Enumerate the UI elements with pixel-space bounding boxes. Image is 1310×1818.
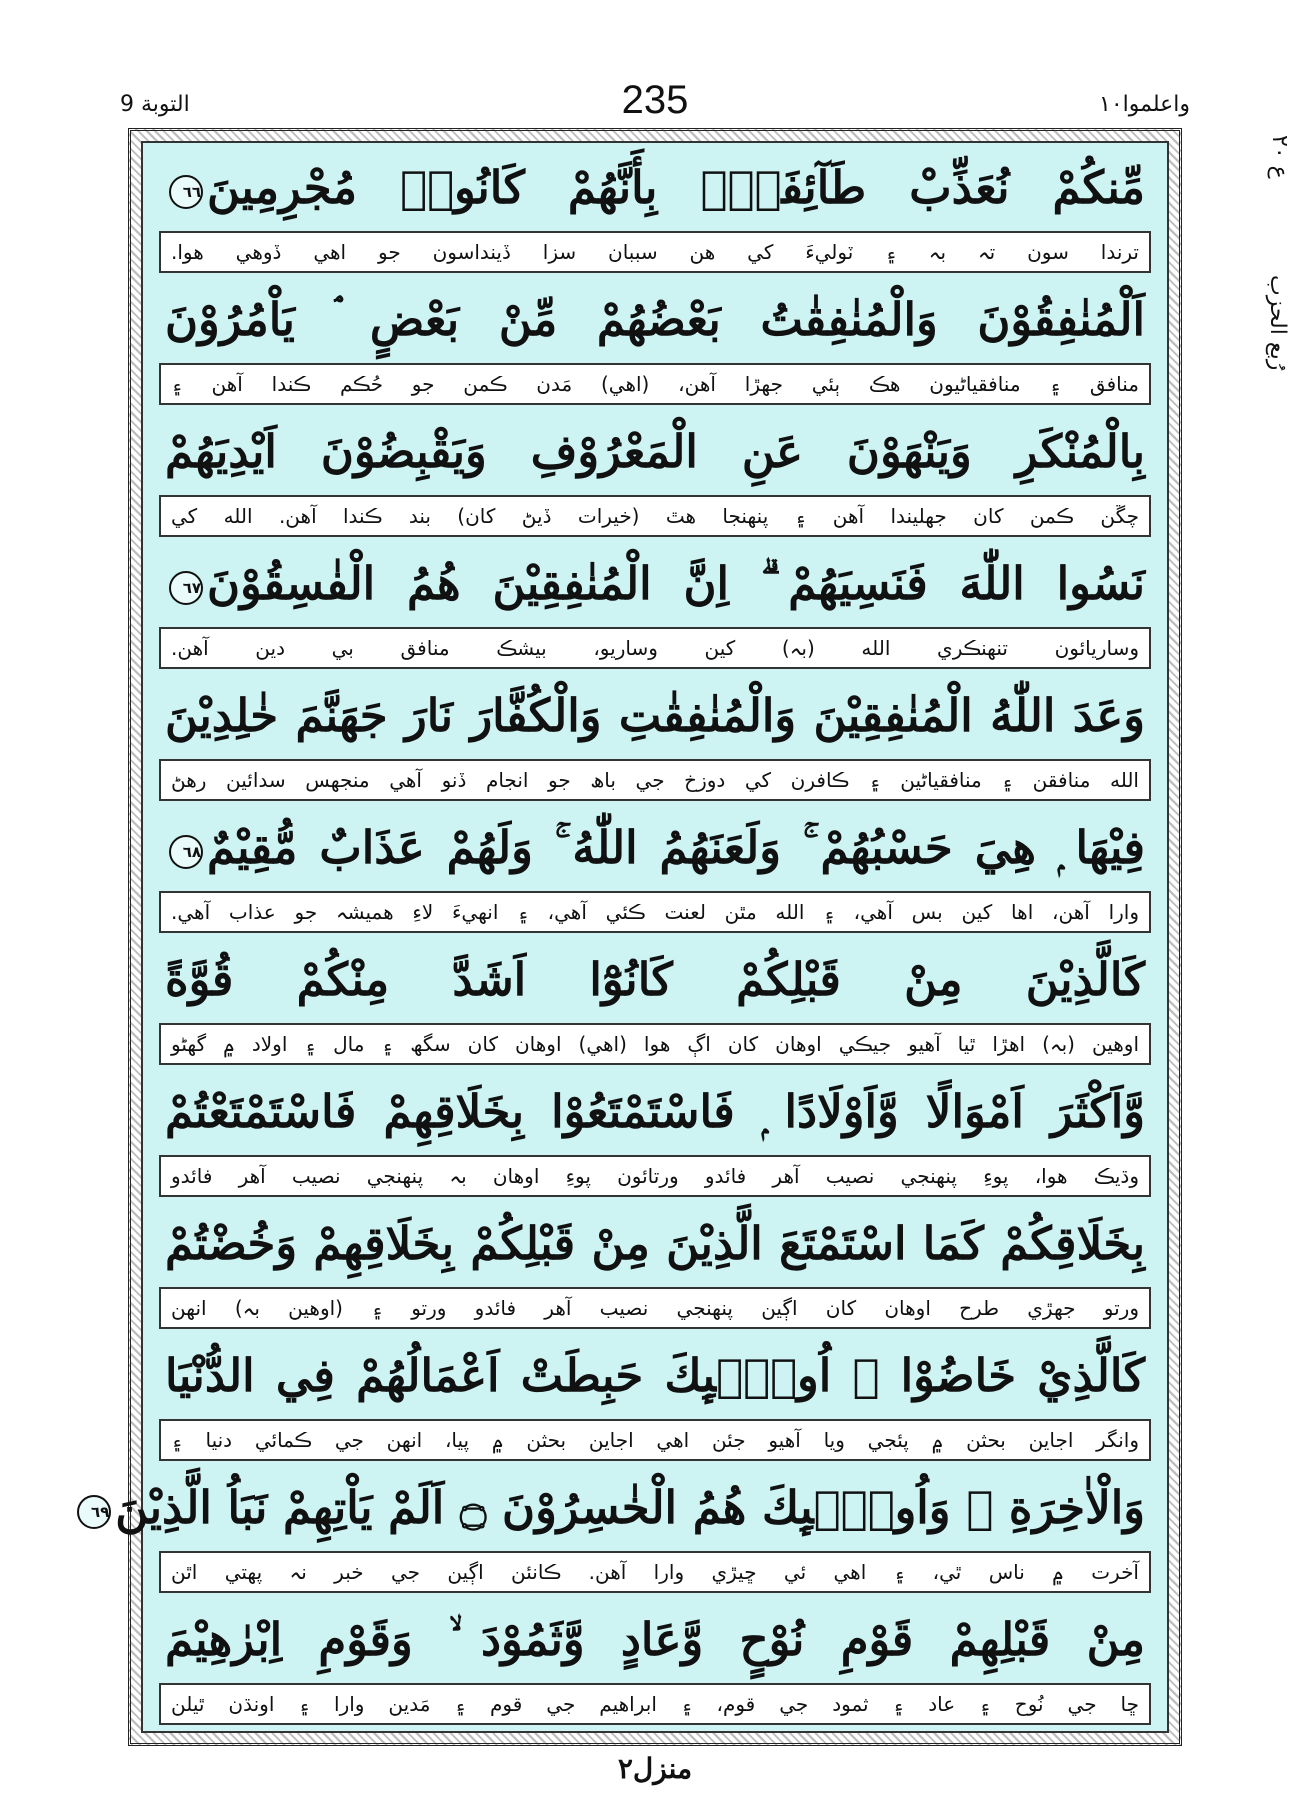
arabic-line [153,1601,1157,1679]
ayah-number-marker: ٦٧ [169,571,203,605]
sindhi-translation-line: منافق ۽ منافقياڻيون ھڪ ٻئي جھڙا آھن، (اھي) مَدن ڪمن جو حُڪم ڪندا آھن ۽ [159,363,1151,405]
page-frame [90,128,1182,1746]
ayah-number-marker: ٦٨ [169,835,203,869]
verse-block [153,413,1157,537]
verse-block [153,149,1157,273]
text-panel [90,141,1169,1733]
juz-name: واعلموا١٠ [1099,92,1190,117]
arabic-text: بِخَلَاقِكُمْ كَمَا اسْتَمْتَعَ الَّذِيْنَ مِنْ قَبْلِكُمْ بِخَلَاقِهِمْ وَخُضْتُمْ [165,1217,1145,1270]
verse-block [153,1337,1157,1461]
page-header [120,78,1190,130]
arabic-text: بِالْمُنْكَرِ وَيَنْهَوْنَ عَنِ الْمَعْرُوْفِ وَيَقْبِضُوْنَ اَيْدِيَهُمْ [165,425,1145,478]
arabic-text: كَالَّذِيْنَ مِنْ قَبْلِكُمْ كَانُوْٓا اَشَدَّ مِنْكُمْ قُوَّةً [165,953,1145,1006]
sindhi-translation-line: وساريائون تنھنڪري الله (بہ) کين وساريو، بيشڪ منافق بي دين آھن. [159,627,1151,669]
arabic-text: وَّاَكْثَرَ اَمْوَالًا وَّاَوْلَادًا ۭ فَاسْتَمْتَعُوْا بِخَلَاقِهِمْ فَاسْتَمْتَعْتُمْ [165,1085,1145,1138]
sindhi-translation-line: چڱن ڪمن کان جھليندا آھن ۽ پنھنجا ھٿ (خيرات ڏيڻ کان) بند ڪندا آھن. الله کي [159,495,1151,537]
arabic-line [153,941,1157,1019]
arabic-text: فِيْهَا ۭ هِيَ حَسْبُهُمْ ۚ وَلَعَنَهُمُ اللّٰهُ ۚ وَلَهُمْ عَذَابٌ مُّقِيْمٌ [207,821,1145,874]
verse-block [153,677,1157,801]
verse-block [153,1073,1157,1197]
arabic-text: وَالْاٰخِرَةِ ۚ وَاُولٰۗىِٕكَ هُمُ الْخٰسِرُوْنَ ۝ اَلَمْ يَاْتِهِمْ نَبَاُ الَّذِيْنَ [115,1481,1145,1534]
arabic-text: اَلْمُنٰفِقُوْنَ وَالْمُنٰفِقٰتُ بَعْضُهُمْ مِّنْ بَعْضٍ ۘ يَاْمُرُوْنَ [165,293,1145,346]
arabic-text: مِّنكُمْ نُعَذِّبْ طَآئِفَةًۢ بِأَنَّهُمْ كَانُوا۟ مُجْرِمِينَ [207,161,1145,214]
arabic-line [153,413,1157,491]
arabic-line [153,281,1157,359]
verse-block [153,281,1157,405]
sindhi-translation-line: ترندا سون تہ بہ ۽ ٽوليءَ کي ھن سببان سزا ڏينداسون جو اھي ڏوھي ھوا. [159,231,1151,273]
arabic-text: مِنْ قَبْلِهِمْ قَوْمِ نُوْحٍ وَّعَادٍ وَّثَمُوْدَ ۙ وَقَوْمِ اِبْرٰهِيْمَ [165,1613,1145,1666]
sindhi-translation-line: وڌيڪ ھوا، پوءِ پنھنجي نصيب آھر فائدو ورتائون پوءِ اوھان بہ پنھنجي نصيب آھر فائدو [159,1155,1151,1197]
ruku-mark: ع ٢٠ [1267,135,1292,179]
verse-block [153,941,1157,1065]
arabic-line [153,1337,1157,1415]
arabic-text: كَالَّذِيْ خَاضُوْا ۭ اُولٰۗىِٕكَ حَبِطَتْ اَعْمَالُهُمْ فِي الدُّنْيَا [165,1349,1145,1402]
sindhi-translation-line: اوھين (بہ) اھڙا ٿيا آھيو جيڪي اوھان کان اڳ ھوا (اھي) اوھان کان سگھ ۽ مال ۽ اولاد ۾ گھڻو [159,1023,1151,1065]
manzil-label: منزل٢ [617,1752,693,1785]
verse-block [153,1601,1157,1725]
arabic-text: وَعَدَ اللّٰهُ الْمُنٰفِقِيْنَ وَالْمُنٰفِقٰتِ وَالْكُفَّارَ نَارَ جَهَنَّمَ خٰلِدِيْنَ [165,689,1145,742]
sindhi-translation-line: وانگر اجاين بحثن ۾ پئجي ويا آھيو جئن اھي اجاين بحثن ۾ پيا، انھن جي ڪمائي دنيا ۽ [159,1419,1151,1461]
verse-block [153,809,1157,933]
arabic-line [153,545,1157,623]
sindhi-translation-line: وارا آھن، اھا کين بس آھي، ۽ الله مٿن لعنت ڪئي آھي، ۽ انھيءَ لاءِ ھميشہ جو عذاب آھي. [159,891,1151,933]
arabic-line [153,149,1157,227]
arabic-line [90,1469,1157,1547]
verse-block [90,1469,1157,1593]
sindhi-translation-line: ڇا جي نُوح ۽ عاد ۽ ثمود جي قوم، ۽ ابراھيم جي قوم ۽ مَدين وارا ۽ اونڌن ٿيلن [159,1683,1151,1725]
page-number: 235 [621,78,689,122]
rub-al-hizb-mark: رُبع الحزب [1265,275,1290,371]
verse-block [153,1205,1157,1329]
verse-block [153,545,1157,669]
arabic-line [153,809,1157,887]
sindhi-translation-line: ورتو جھڙي طرح اوھان کان اڳين پنھنجي نصيب آھر فائدو ورتو ۽ (اوھين بہ) انھن [159,1287,1151,1329]
sindhi-translation-line: الله منافقن ۽ منافقياڻين ۽ ڪافرن کي دوزخ جي باھ جو انجام ڏنو آھي منجھس سدائين رھڻ [159,759,1151,801]
arabic-line [153,677,1157,755]
arabic-text: نَسُوا اللّٰهَ فَنَسِيَهُمْ ۗ اِنَّ الْمُنٰفِقِيْنَ هُمُ الْفٰسِقُوْنَ [207,557,1145,610]
margin-notes [1256,135,1296,415]
ayah-number-marker: ٦٦ [169,175,203,209]
ayah-number-marker: ٦٩ [77,1495,111,1529]
arabic-line [153,1073,1157,1151]
sindhi-translation-line: آخرت ۾ ناس ٿي، ۽ اھي ئي ڇيڙي وارا آھن. ڪانئن اڳين جي خبر نہ پھتي اٿن [159,1551,1151,1593]
surah-name: التوبة 9 [120,92,190,117]
arabic-line [153,1205,1157,1283]
